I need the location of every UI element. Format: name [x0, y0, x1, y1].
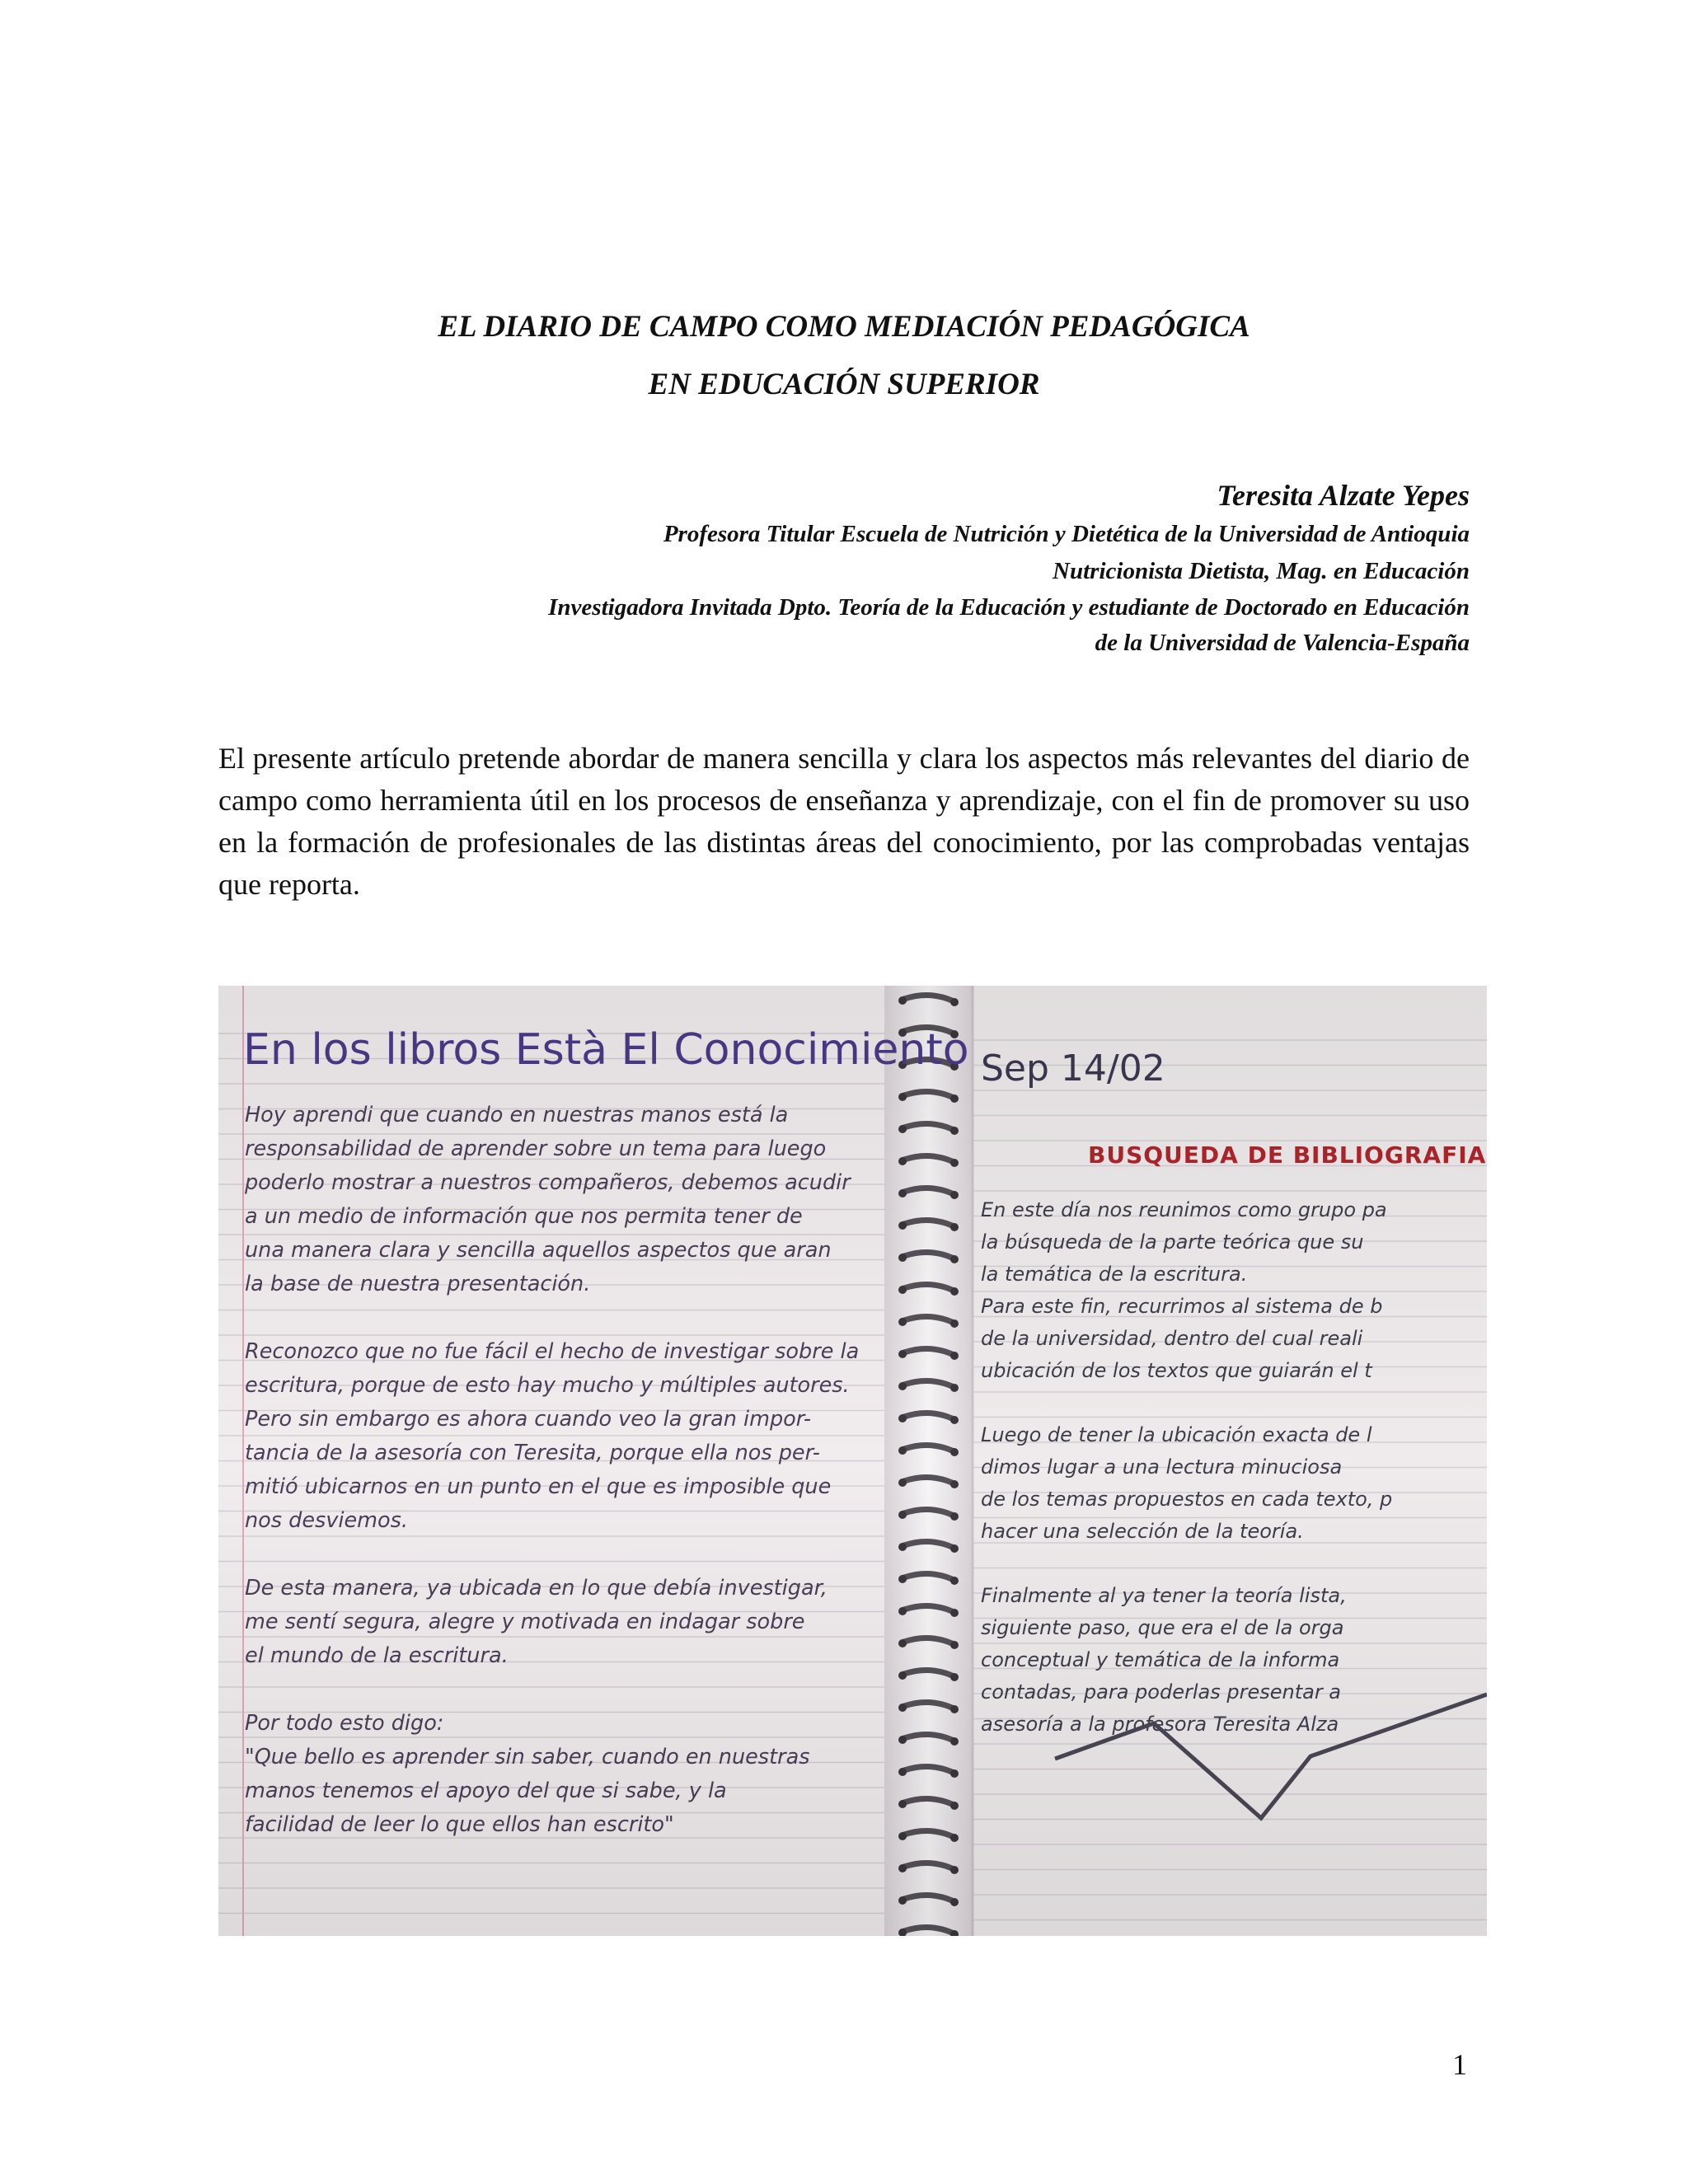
author-name: Teresita Alzate Yepes — [1217, 479, 1470, 512]
author-affiliation-line: Nutricionista Dietista, Mag. en Educación — [1053, 558, 1470, 584]
author-affiliation-line: Investigadora Invitada Dpto. Teoría de la Educación y estudiante de Doctorado en Educación — [548, 594, 1470, 621]
notebook-photo — [218, 986, 1487, 1936]
paper-title-line-2: EN EDUCACIÓN SUPERIOR — [648, 368, 1040, 401]
page-number: 1 — [1452, 2048, 1467, 2081]
author-affiliation-line: Profesora Titular Escuela de Nutrición y Dietética de la Universidad de Antioquia — [663, 521, 1470, 547]
author-affiliation-line: de la Universidad de Valencia-España — [1095, 630, 1470, 656]
paper-title-line-1: EL DIARIO DE CAMPO COMO MEDIACIÓN PEDAGÓGICA — [438, 310, 1250, 344]
abstract-paragraph: El presente artículo pretende abordar de manera sencilla y clara los aspectos más relevantes del diario de campo como herramienta útil en los procesos de enseñanza y aprendizaje, con el fin de promover su uso en la formación de profesionales de las distintas áreas del conocimiento, por las comprobadas ventajas que reporta. — [218, 742, 1470, 901]
